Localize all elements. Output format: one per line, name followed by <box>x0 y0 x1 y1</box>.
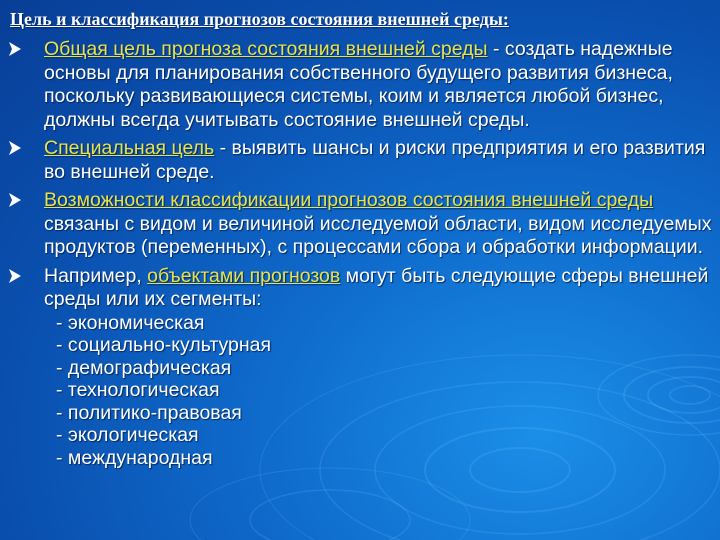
triangle-arrow-icon <box>8 41 22 57</box>
slide-title: Цель и классификация прогнозов состояния внешней среды: <box>10 9 509 29</box>
bullet-text: - создать надежные основы для планирования собственного будущего развития бизнеса, поскольку развивающиеся системы, коим и является любой бизнес, должны всегда учитывать состояние внешней среды. <box>44 38 673 131</box>
bullet-forecast-objects <box>8 265 718 470</box>
sublist-item-sociocultural: - социально-культурная <box>56 334 272 356</box>
sublist-item-ecological: - экологическая <box>56 424 199 446</box>
triangle-arrow-icon <box>8 192 22 208</box>
bullet-highlight: Возможности классификации прогнозов состояния внешней среды <box>44 189 654 211</box>
bullet-highlight: объектами прогнозов <box>147 264 341 287</box>
bullet-text: могут быть следующие сферы внешней среды или их сегменты: <box>44 264 709 310</box>
sublist-item-economic: - экономическая <box>56 311 205 334</box>
bullet-special-goal <box>8 137 718 184</box>
sublist-item-international: - международная <box>56 446 213 469</box>
sublist-item-political-legal: - политико-правовая <box>56 401 242 424</box>
bullet-highlight: Специальная цель <box>44 137 215 159</box>
sublist-item-technological: - технологическая <box>56 379 220 401</box>
bullet-highlight: Общая цель прогноза состояния внешней среды <box>44 38 488 60</box>
triangle-arrow-icon <box>8 140 22 156</box>
bullet-prefix: Например, <box>44 264 148 287</box>
bullet-list <box>8 38 718 474</box>
sublist-item-demographic: - демографическая <box>56 356 232 379</box>
bullet-general-goal <box>8 38 718 132</box>
bullet-classification <box>8 189 718 260</box>
bullet-text: связаны с видом и величиной исследуемой области, видом исследуемых продуктов (переменных), с процессами сбора и обработки информации. <box>44 212 712 258</box>
spheres-sublist <box>44 312 718 470</box>
bullet-text: - выявить шансы и риски предприятия и его развития во внешней среде. <box>44 137 706 183</box>
triangle-arrow-icon <box>8 268 22 284</box>
